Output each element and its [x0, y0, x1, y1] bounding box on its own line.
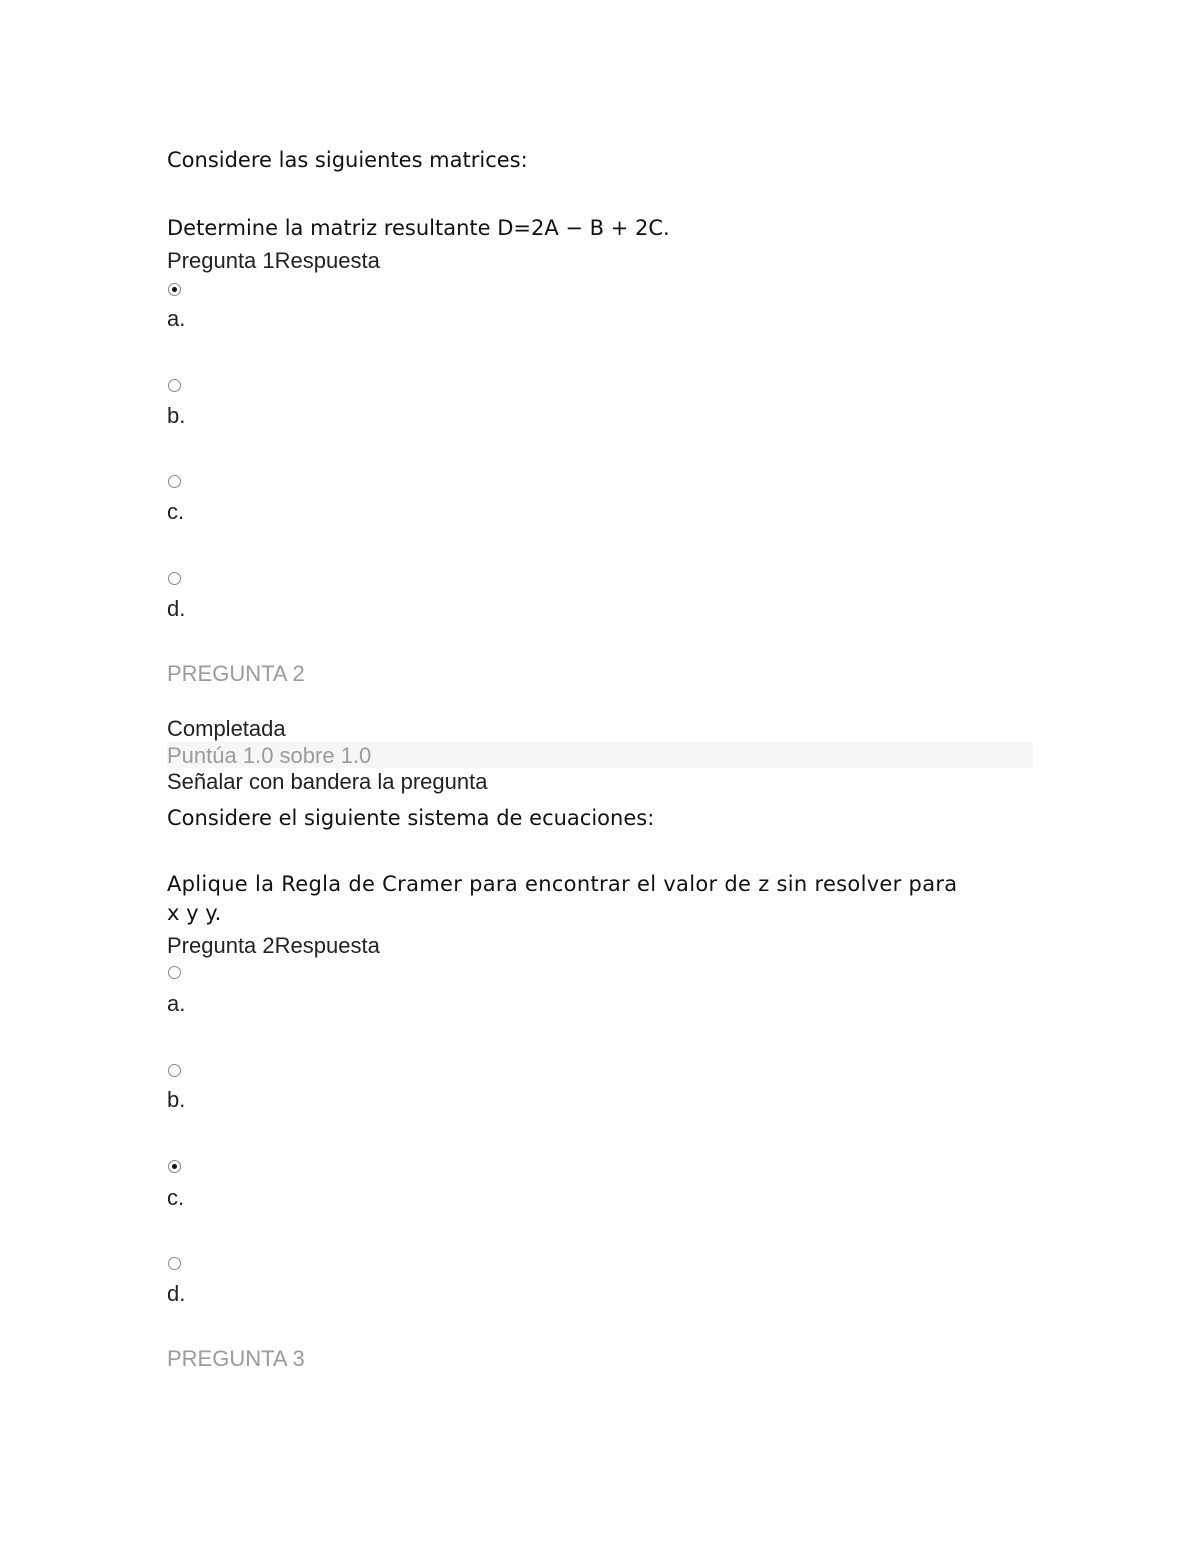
q2-option-b-label: b.: [167, 1087, 186, 1112]
q2-option-b-radio[interactable]: [168, 1064, 181, 1077]
q2-option-c-label: c.: [167, 1185, 185, 1210]
q1-option-b-label: b.: [167, 403, 186, 428]
q2-prompt-line2: x y y.: [167, 901, 222, 925]
q2-status: Completada: [167, 716, 286, 741]
q1-prompt: Determine la matriz resultante D=2A − B + 2C.: [167, 216, 670, 240]
q2-option-d-radio[interactable]: [168, 1257, 181, 1270]
q2-score: Puntúa 1.0 sobre 1.0: [167, 743, 372, 768]
q2-option-a-label: a.: [167, 991, 186, 1016]
q2-prompt-line1: Aplique la Regla de Cramer para encontrar el valor de z sin resolver para: [167, 872, 958, 896]
q1-option-c-radio[interactable]: [168, 475, 181, 488]
q2-option-d-label: d.: [167, 1281, 186, 1306]
q1-option-d-radio[interactable]: [168, 572, 181, 585]
q1-option-d-label: d.: [167, 596, 186, 621]
q2-option-c-radio[interactable]: [168, 1160, 181, 1173]
q2-header: PREGUNTA 2: [167, 661, 305, 686]
q1-option-b-radio[interactable]: [168, 379, 181, 392]
q1-option-c-label: c.: [167, 499, 185, 524]
q2-answer-label: Pregunta 2Respuesta: [167, 933, 380, 958]
q1-answer-label: Pregunta 1Respuesta: [167, 248, 380, 273]
q2-option-a-radio[interactable]: [168, 966, 181, 979]
q2-intro: Considere el siguiente sistema de ecuaciones:: [167, 806, 655, 830]
q3-header: PREGUNTA 3: [167, 1346, 305, 1371]
q1-intro: Considere las siguientes matrices:: [167, 148, 528, 172]
q1-option-a-radio[interactable]: [168, 283, 181, 296]
q1-option-a-label: a.: [167, 306, 186, 331]
q2-flag-link[interactable]: Señalar con bandera la pregunta: [167, 769, 488, 794]
